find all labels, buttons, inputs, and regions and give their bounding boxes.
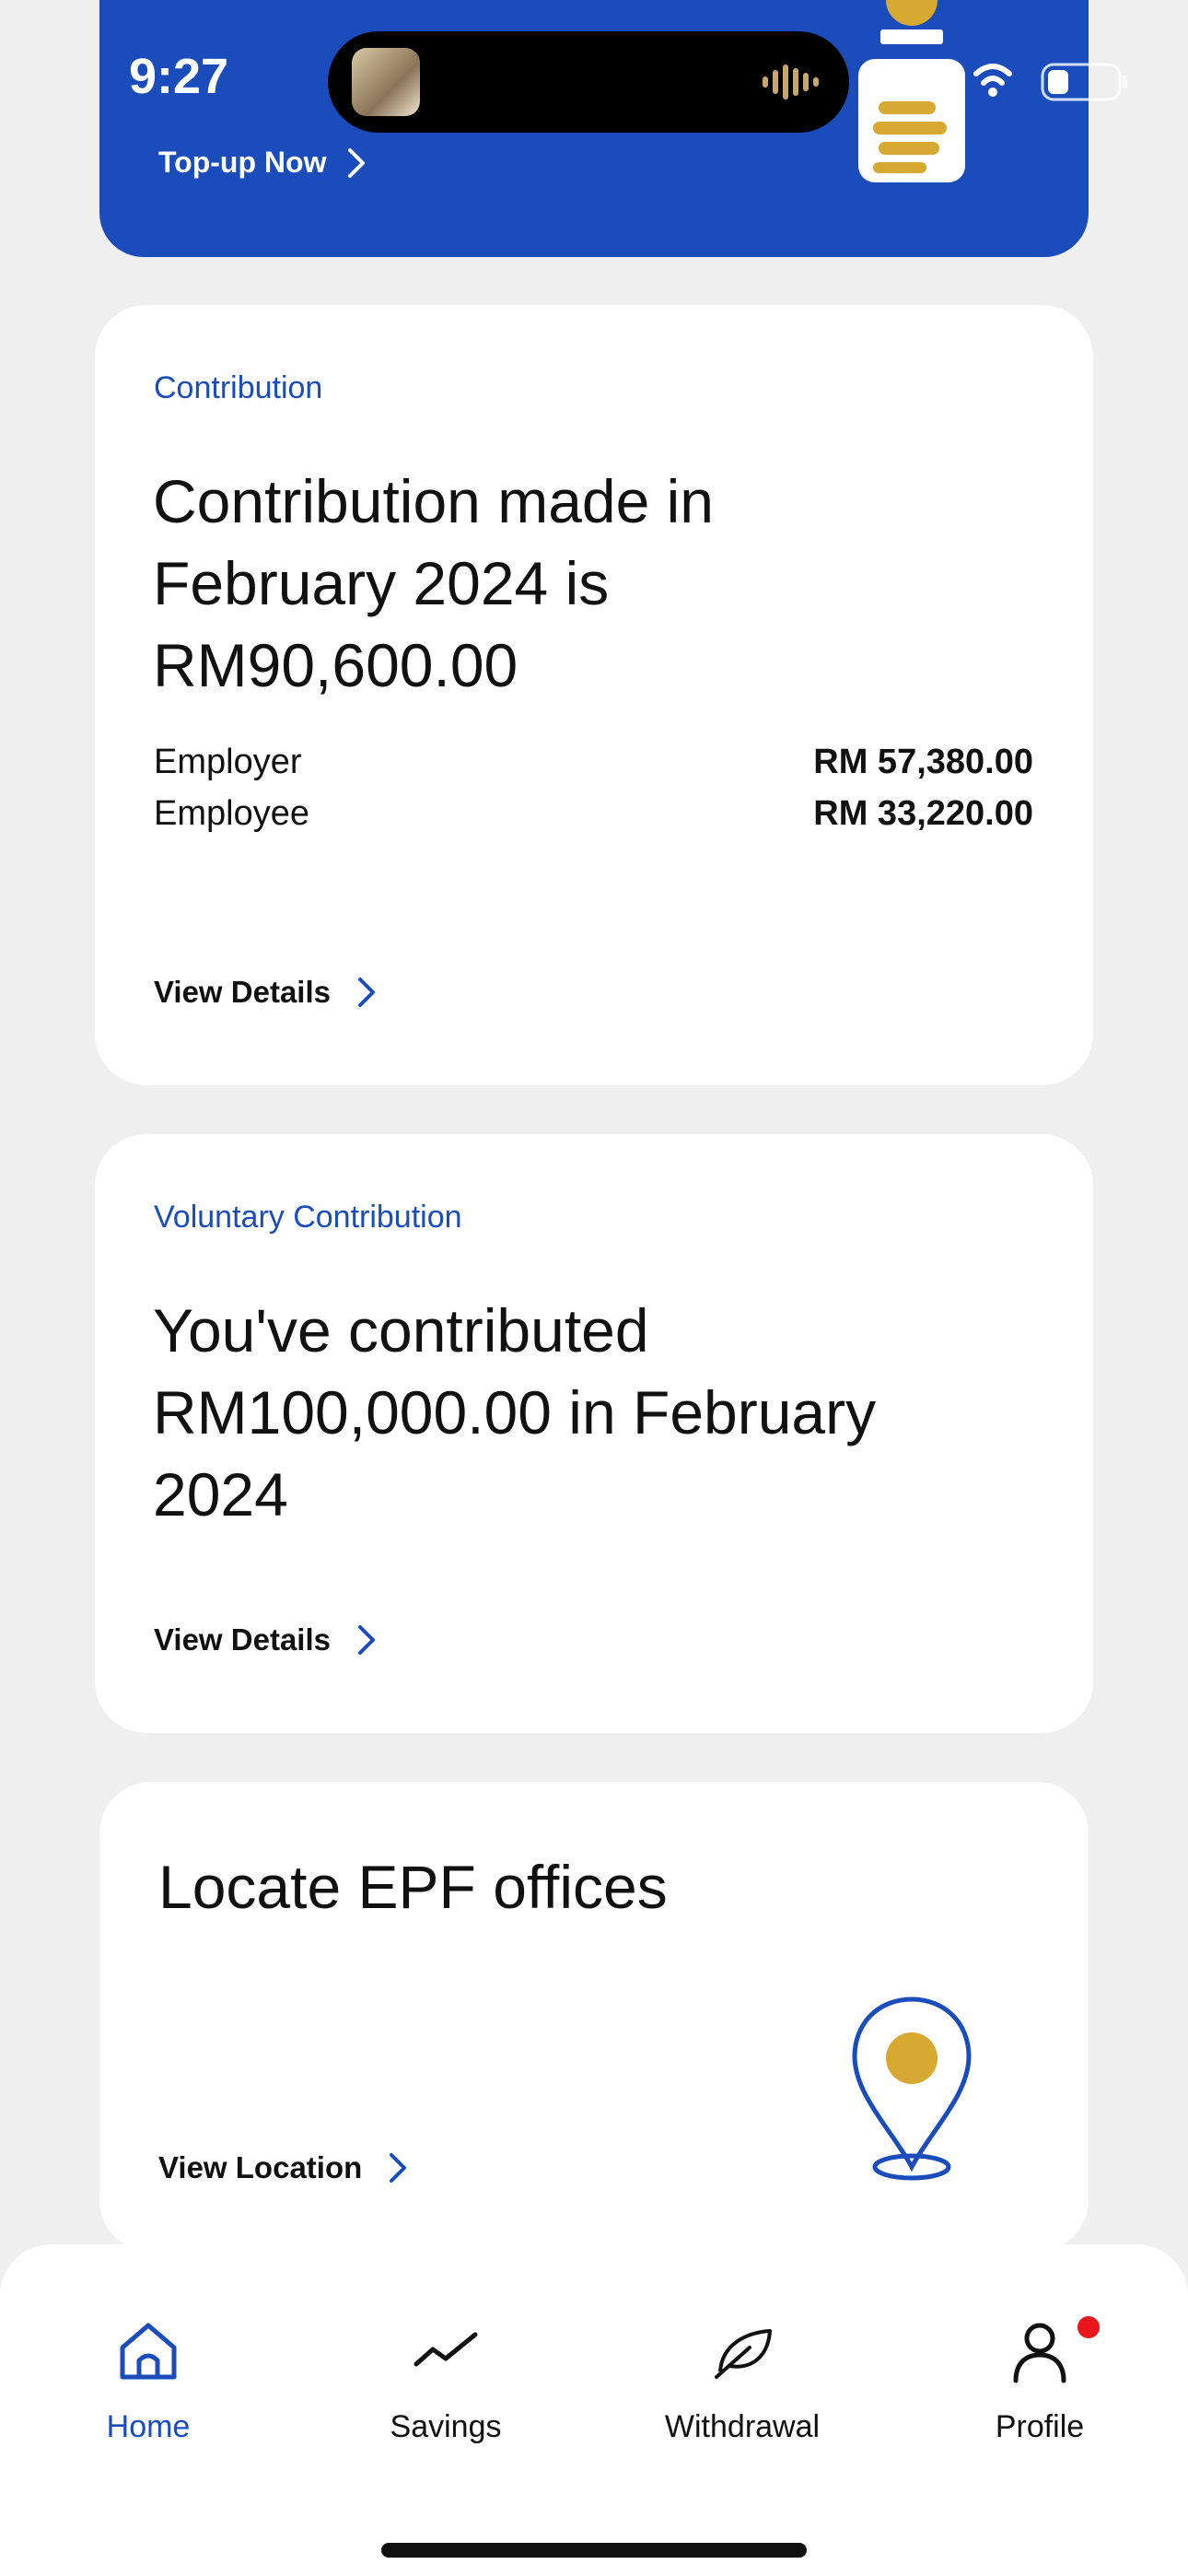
tab-savings-label: Savings bbox=[390, 2409, 502, 2444]
contribution-tag: Contribution bbox=[154, 370, 323, 405]
locate-title: Locate EPF offices bbox=[158, 1853, 668, 1921]
chevron-right-icon bbox=[356, 976, 377, 1009]
tab-withdrawal[interactable] bbox=[632, 2318, 853, 2445]
voluntary-tag: Voluntary Contribution bbox=[154, 1200, 462, 1235]
tab-home[interactable] bbox=[38, 2318, 259, 2445]
wifi-battery-icon bbox=[967, 61, 1129, 101]
savings-chart-icon bbox=[413, 2318, 479, 2384]
view-location-label: View Location bbox=[158, 2150, 363, 2184]
voluntary-view-details-link[interactable] bbox=[154, 1622, 377, 1657]
savings-jar-icon bbox=[855, 0, 969, 184]
view-details-label: View Details bbox=[154, 1622, 331, 1657]
bottom-tab-bar bbox=[0, 2244, 1188, 2576]
album-art-icon bbox=[352, 48, 420, 116]
tab-profile[interactable] bbox=[929, 2318, 1150, 2445]
location-pin-icon bbox=[847, 1994, 976, 2182]
tab-withdrawal-label: Withdrawal bbox=[664, 2409, 821, 2444]
dynamic-island bbox=[328, 31, 849, 133]
topup-label: Top-up Now bbox=[158, 146, 327, 179]
contribution-heading-line1: Contribution made in bbox=[153, 467, 715, 535]
view-location-link[interactable] bbox=[158, 2150, 408, 2185]
employer-amount: RM 57,380.00 bbox=[813, 743, 1033, 781]
employee-label: Employee bbox=[154, 794, 309, 833]
home-indicator bbox=[381, 2543, 807, 2558]
voluntary-heading-line2: RM100,000.00 in February bbox=[153, 1378, 877, 1446]
chevron-right-icon bbox=[356, 1623, 377, 1657]
chevron-right-icon bbox=[346, 146, 367, 180]
contribution-heading bbox=[153, 461, 714, 707]
user-icon bbox=[1007, 2318, 1073, 2384]
view-details-label: View Details bbox=[154, 975, 331, 1009]
voluntary-heading-line3: 2024 bbox=[153, 1460, 288, 1528]
tab-profile-label: Profile bbox=[995, 2409, 1085, 2444]
tab-savings[interactable] bbox=[335, 2318, 556, 2445]
chevron-right-icon bbox=[388, 2151, 408, 2184]
employee-amount: RM 33,220.00 bbox=[813, 794, 1033, 833]
audio-wave-icon bbox=[763, 64, 821, 100]
home-icon bbox=[115, 2318, 181, 2384]
voluntary-heading bbox=[153, 1290, 876, 1536]
tab-home-label: Home bbox=[106, 2409, 191, 2444]
leaf-icon bbox=[709, 2318, 775, 2384]
topup-link[interactable] bbox=[158, 146, 367, 180]
contribution-heading-line3: RM90,600.00 bbox=[153, 631, 518, 699]
voluntary-heading-line1: You've contributed bbox=[153, 1296, 649, 1364]
contribution-heading-line2: February 2024 is bbox=[153, 549, 610, 617]
notification-badge bbox=[1077, 2316, 1100, 2338]
employer-label: Employer bbox=[154, 743, 302, 781]
contribution-view-details-link[interactable] bbox=[154, 975, 377, 1010]
status-time: 9:27 bbox=[129, 49, 229, 104]
